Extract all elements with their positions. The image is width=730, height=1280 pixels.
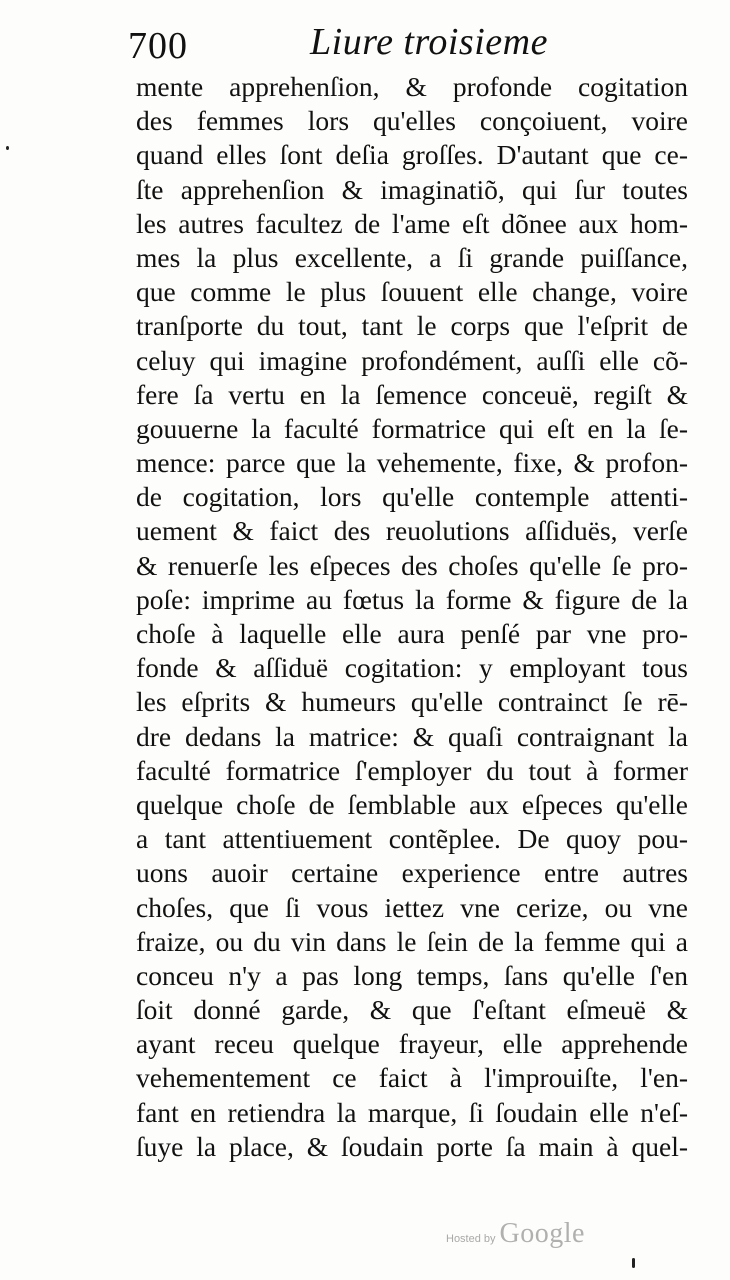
body-text xyxy=(136,70,688,1164)
running-title: Liure troisieme xyxy=(310,21,548,63)
text-line: les autres facultez de l'ame eſt dõnee aux hom- xyxy=(136,207,688,239)
text-line: mente apprehenſion, & profonde cogitation xyxy=(136,71,688,102)
text-line: uons auoir certaine experience entre autres xyxy=(136,857,688,889)
text-line: ſte apprehenſion & imaginatiõ, qui ſur toutes xyxy=(136,173,688,205)
text-line: ayant receu quelque frayeur, elle apprehende xyxy=(136,1028,688,1060)
page-header xyxy=(128,14,688,72)
text-line: a tant attentiuement contẽplee. De quoy pou- xyxy=(136,823,688,855)
text-line: & renuerſe les eſpeces des choſes qu'elle ſe pro- xyxy=(136,549,688,581)
text-line: poſe: imprime au fœtus la forme & figure de la xyxy=(136,583,688,615)
text-line: mence: parce que la vehemente, fixe, & profon- xyxy=(136,447,688,479)
text-line: quelque choſe de ſemblable aux eſpeces qu'elle xyxy=(136,788,688,820)
text-line: fere ſa vertu en la ſemence conceuë, regiſt & xyxy=(136,378,688,410)
text-line: que comme le plus ſouuent elle change, voire xyxy=(136,276,688,308)
text-line: conceu n'y a pas long temps, ſans qu'elle ſ'en xyxy=(136,959,688,991)
text-line: choſe à laquelle elle aura penſé par vne pro- xyxy=(136,618,688,649)
text-line: les eſprits & humeurs qu'elle contrainct ſe rē- xyxy=(136,686,688,718)
text-line: de cogitation, lors qu'elle contemple attenti- xyxy=(136,481,688,513)
text-line: gouuerne la faculté formatrice qui eſt en la ſe- xyxy=(136,412,688,444)
watermark-prefix: Hosted by xyxy=(446,1233,496,1245)
page-number: 700 xyxy=(128,25,188,67)
google-logo: Google xyxy=(499,1218,585,1249)
text-line: faculté formatrice ſ'employer du tout à former xyxy=(136,754,688,786)
text-line: quand elles ſont deſia groſſes. D'autant que ce- xyxy=(136,139,688,171)
text-line: tranſporte du tout, tant le corps que l'eſprit de xyxy=(136,310,688,342)
text-line: fant en retiendra la marque, ſi ſoudain elle n'eſ- xyxy=(136,1096,688,1128)
text-line: fraize, ou du vin dans le ſein de la femme qui a xyxy=(136,925,688,957)
hosted-by-watermark xyxy=(446,1218,585,1254)
text-line: mes la plus excellente, a ſi grande puiſſance, xyxy=(136,241,688,273)
text-line: celuy qui imagine profondément, auſſi elle cõ- xyxy=(136,344,688,376)
text-line: ſoit donné garde, & que ſ'eſtant eſmeuë & xyxy=(136,994,688,1026)
text-line: uement & faict des reuolutions aſſiduës, verſe xyxy=(136,515,688,547)
text-line: dre dedans la matrice: & quaſi contraignant la xyxy=(136,720,688,752)
text-line: choſes, que ſi vous iettez vne cerize, ou vne xyxy=(136,891,688,923)
text-line: vehementement ce faict à l'improuiſte, l'en- xyxy=(136,1062,688,1094)
scan-speck xyxy=(6,146,9,150)
scan-speck xyxy=(632,1258,635,1268)
text-line: des femmes lors qu'elles conçoiuent, voire xyxy=(136,105,688,137)
text-line: ſuye la place, & ſoudain porte ſa main à quel- xyxy=(136,1130,688,1162)
text-line: fonde & aſſiduë cogitation: y employant tous xyxy=(136,652,688,684)
